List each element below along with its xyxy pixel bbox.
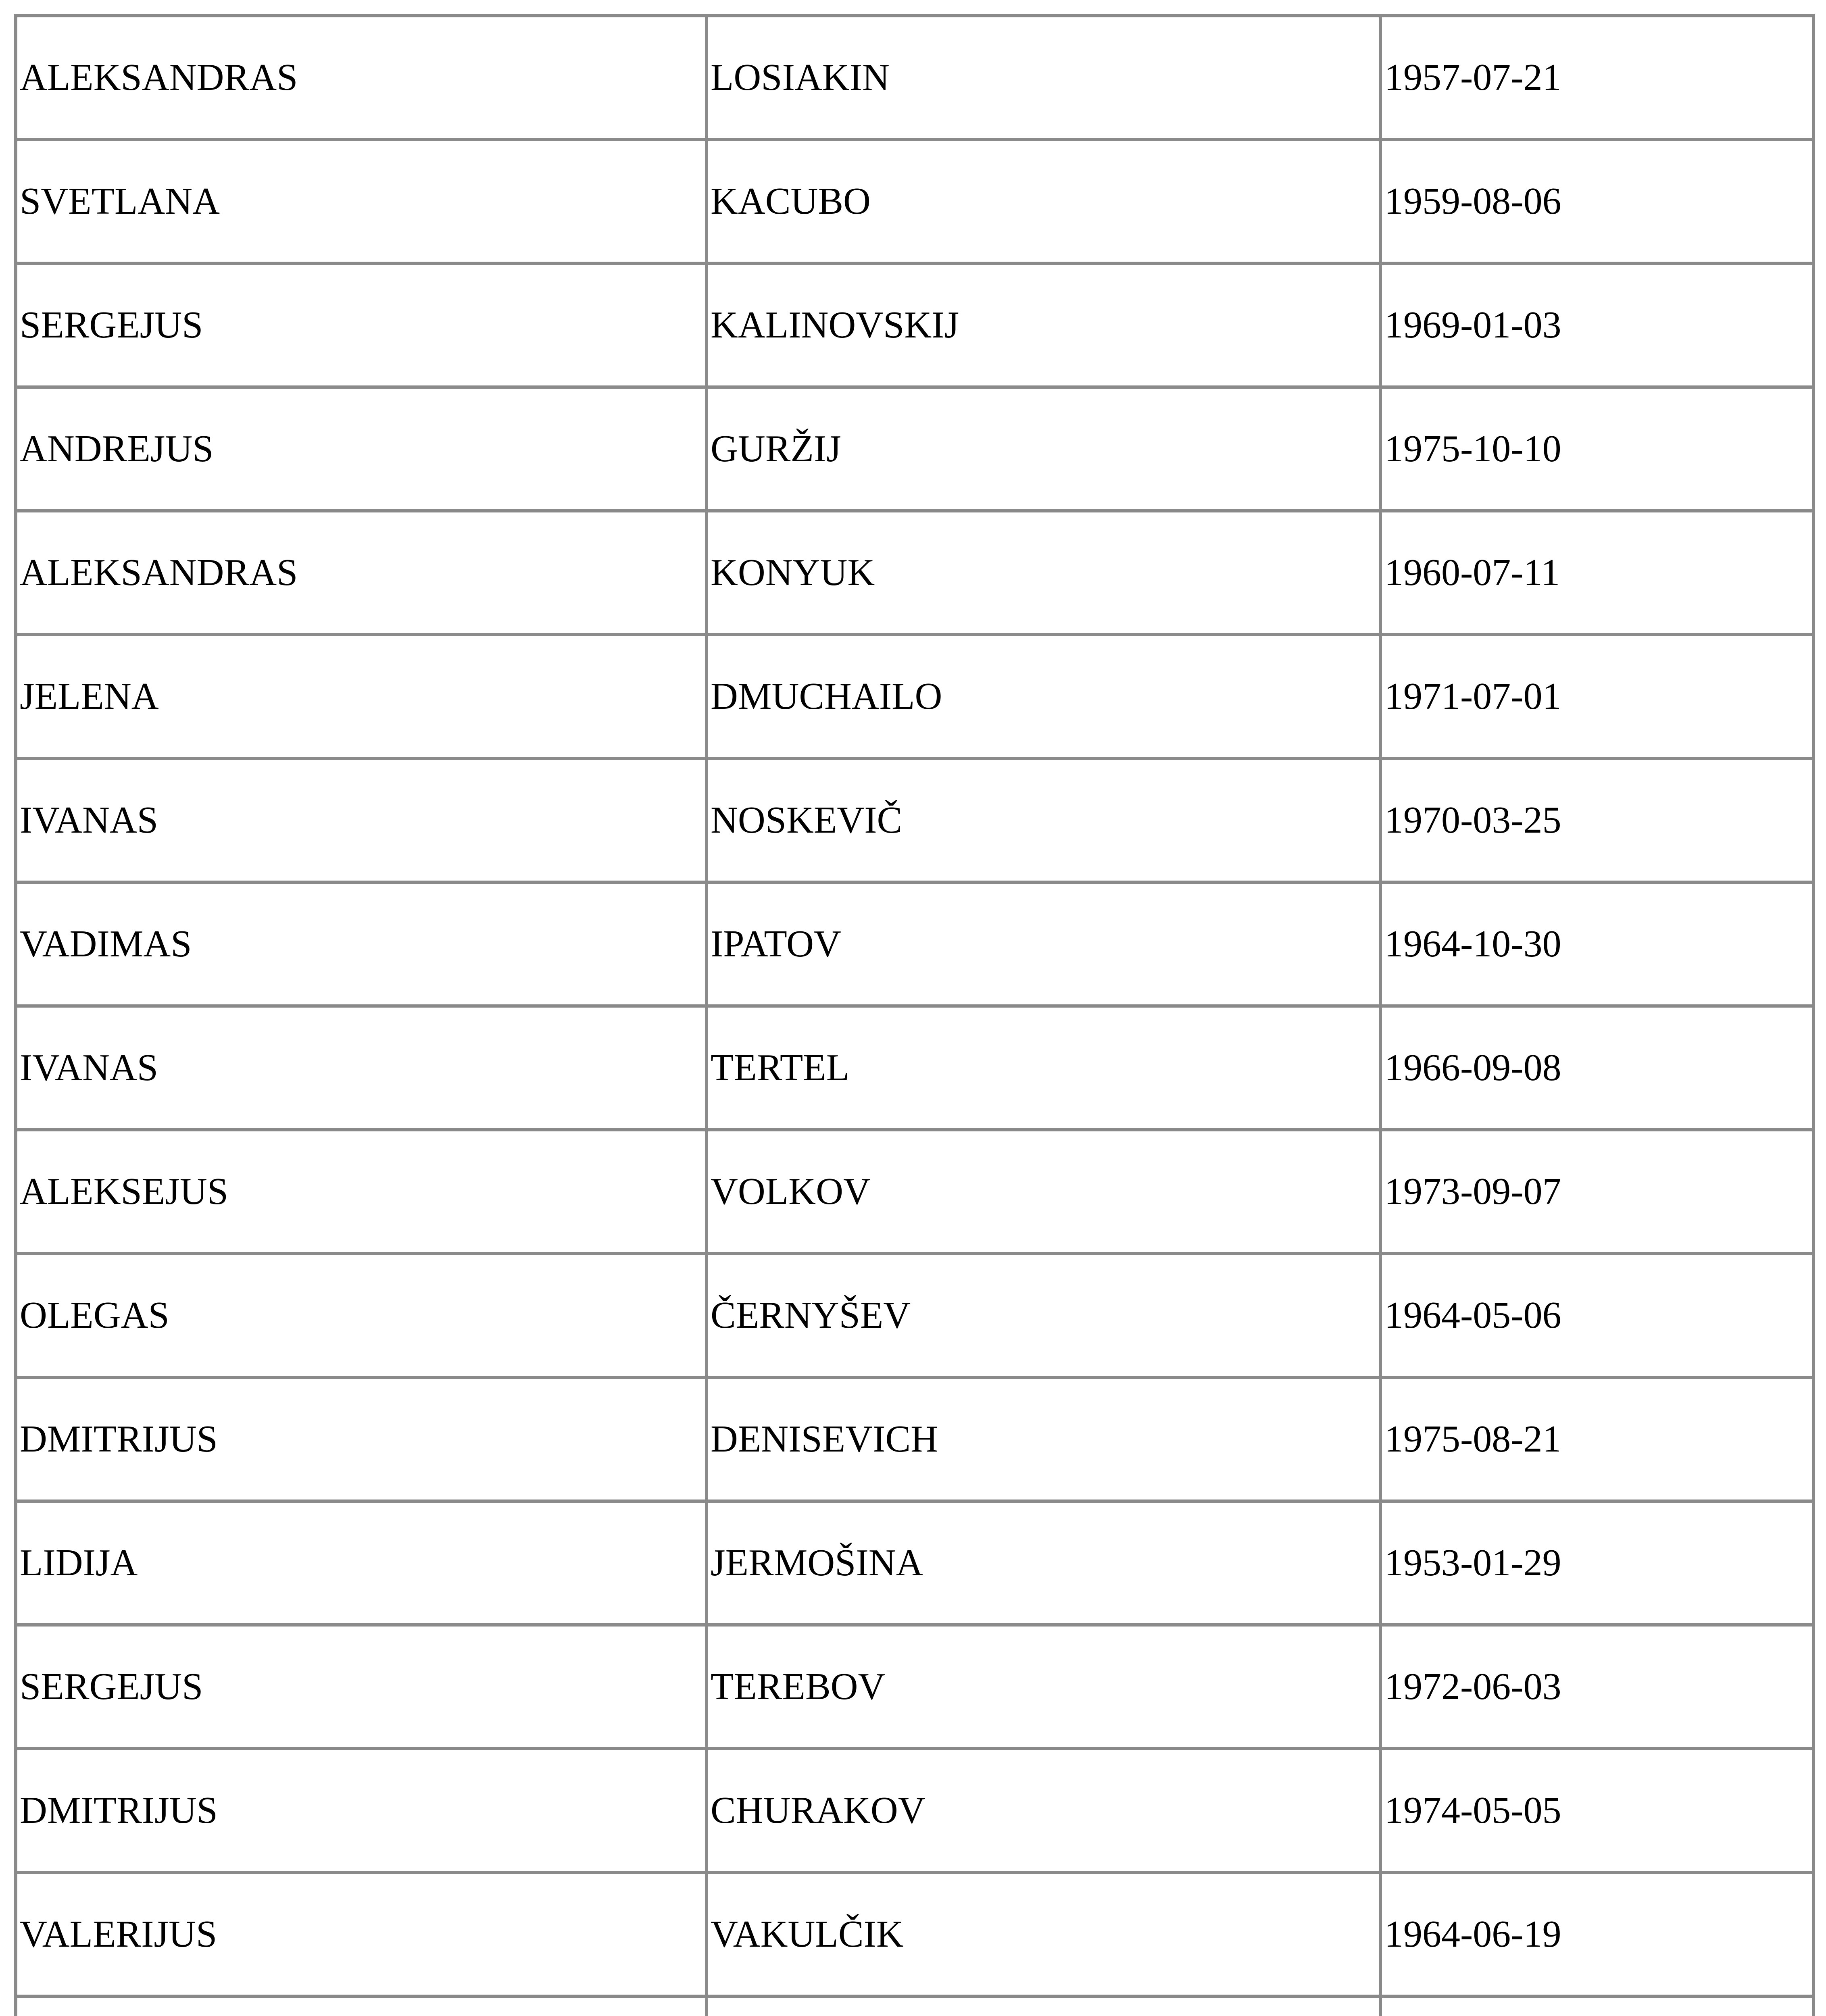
birth-date-cell: 1964-06-19 (1380, 1872, 1813, 1996)
table-row (16, 1501, 1813, 1625)
table-row (16, 16, 1813, 140)
first-name-cell: DMITRIJUS (16, 1749, 707, 1872)
table-row (16, 1377, 1813, 1501)
table-row (16, 758, 1813, 882)
birth-date-cell: 1975-08-21 (1380, 1377, 1813, 1501)
table-row (16, 1872, 1813, 1996)
birth-date-cell: 1972-06-03 (1380, 1625, 1813, 1749)
table-row (16, 1996, 1813, 2016)
last-name-cell: VOLKOV (707, 1130, 1380, 1254)
table-row (16, 1254, 1813, 1377)
table-row (16, 1625, 1813, 1749)
birth-date-cell: 1959-08-06 (1380, 140, 1813, 263)
first-name-cell: ANDREJUS (16, 387, 707, 511)
first-name-cell: VADIMAS (16, 882, 707, 1006)
table-row (16, 635, 1813, 758)
last-name-cell: GURŽIJ (707, 387, 1380, 511)
birth-date-cell: 1975-10-10 (1380, 387, 1813, 511)
first-name-cell: SERGEJUS (16, 263, 707, 387)
first-name-cell: ALEKSEJUS (16, 1130, 707, 1254)
birth-date-cell: 1971-07-01 (1380, 635, 1813, 758)
birth-date-cell: 1974-05-05 (1380, 1749, 1813, 1872)
last-name-cell: KALINOVSKIJ (707, 263, 1380, 387)
birth-date-cell: 1960-07-11 (1380, 511, 1813, 635)
birth-date-cell: 1964-10-30 (1380, 882, 1813, 1006)
table-row (16, 882, 1813, 1006)
table-row (16, 1749, 1813, 1872)
birth-date-cell: 1970-03-25 (1380, 758, 1813, 882)
last-name-cell: DENISEVICH (707, 1377, 1380, 1501)
first-name-cell (16, 1996, 707, 2016)
first-name-cell: IVANAS (16, 1006, 707, 1130)
last-name-cell: VAKULČIK (707, 1872, 1380, 1996)
first-name-cell: IVANAS (16, 758, 707, 882)
first-name-cell: DMITRIJUS (16, 1377, 707, 1501)
first-name-cell: SERGEJUS (16, 1625, 707, 1749)
last-name-cell: NOSKEVIČ (707, 758, 1380, 882)
table-row (16, 140, 1813, 263)
last-name-cell: TEREBOV (707, 1625, 1380, 1749)
last-name-cell: CHURAKOV (707, 1749, 1380, 1872)
last-name-cell: IPATOV (707, 882, 1380, 1006)
first-name-cell: ALEKSANDRAS (16, 511, 707, 635)
table-row (16, 511, 1813, 635)
birth-date-cell: 1969-01-03 (1380, 263, 1813, 387)
table-row (16, 1006, 1813, 1130)
last-name-cell: ČERNYŠEV (707, 1254, 1380, 1377)
last-name-cell: KONYUK (707, 511, 1380, 635)
first-name-cell: SVETLANA (16, 140, 707, 263)
birth-date-cell: 1964-05-06 (1380, 1254, 1813, 1377)
first-name-cell: OLEGAS (16, 1254, 707, 1377)
records-table-body (16, 16, 1813, 2016)
last-name-cell: TERTEL (707, 1006, 1380, 1130)
birth-date-cell: 1966-09-08 (1380, 1006, 1813, 1130)
birth-date-cell (1380, 1996, 1813, 2016)
birth-date-cell: 1973-09-07 (1380, 1130, 1813, 1254)
birth-date-cell: 1957-07-21 (1380, 16, 1813, 140)
first-name-cell: JELENA (16, 635, 707, 758)
last-name-cell: DMUCHAILO (707, 635, 1380, 758)
last-name-cell: JERMOŠINA (707, 1501, 1380, 1625)
records-table (14, 14, 1815, 2016)
table-row (16, 263, 1813, 387)
table-row (16, 387, 1813, 511)
birth-date-cell: 1953-01-29 (1380, 1501, 1813, 1625)
last-name-cell: LOSIAKIN (707, 16, 1380, 140)
first-name-cell: VALERIJUS (16, 1872, 707, 1996)
first-name-cell: LIDIJA (16, 1501, 707, 1625)
last-name-cell: KACUBO (707, 140, 1380, 263)
last-name-cell (707, 1996, 1380, 2016)
first-name-cell: ALEKSANDRAS (16, 16, 707, 140)
table-row (16, 1130, 1813, 1254)
